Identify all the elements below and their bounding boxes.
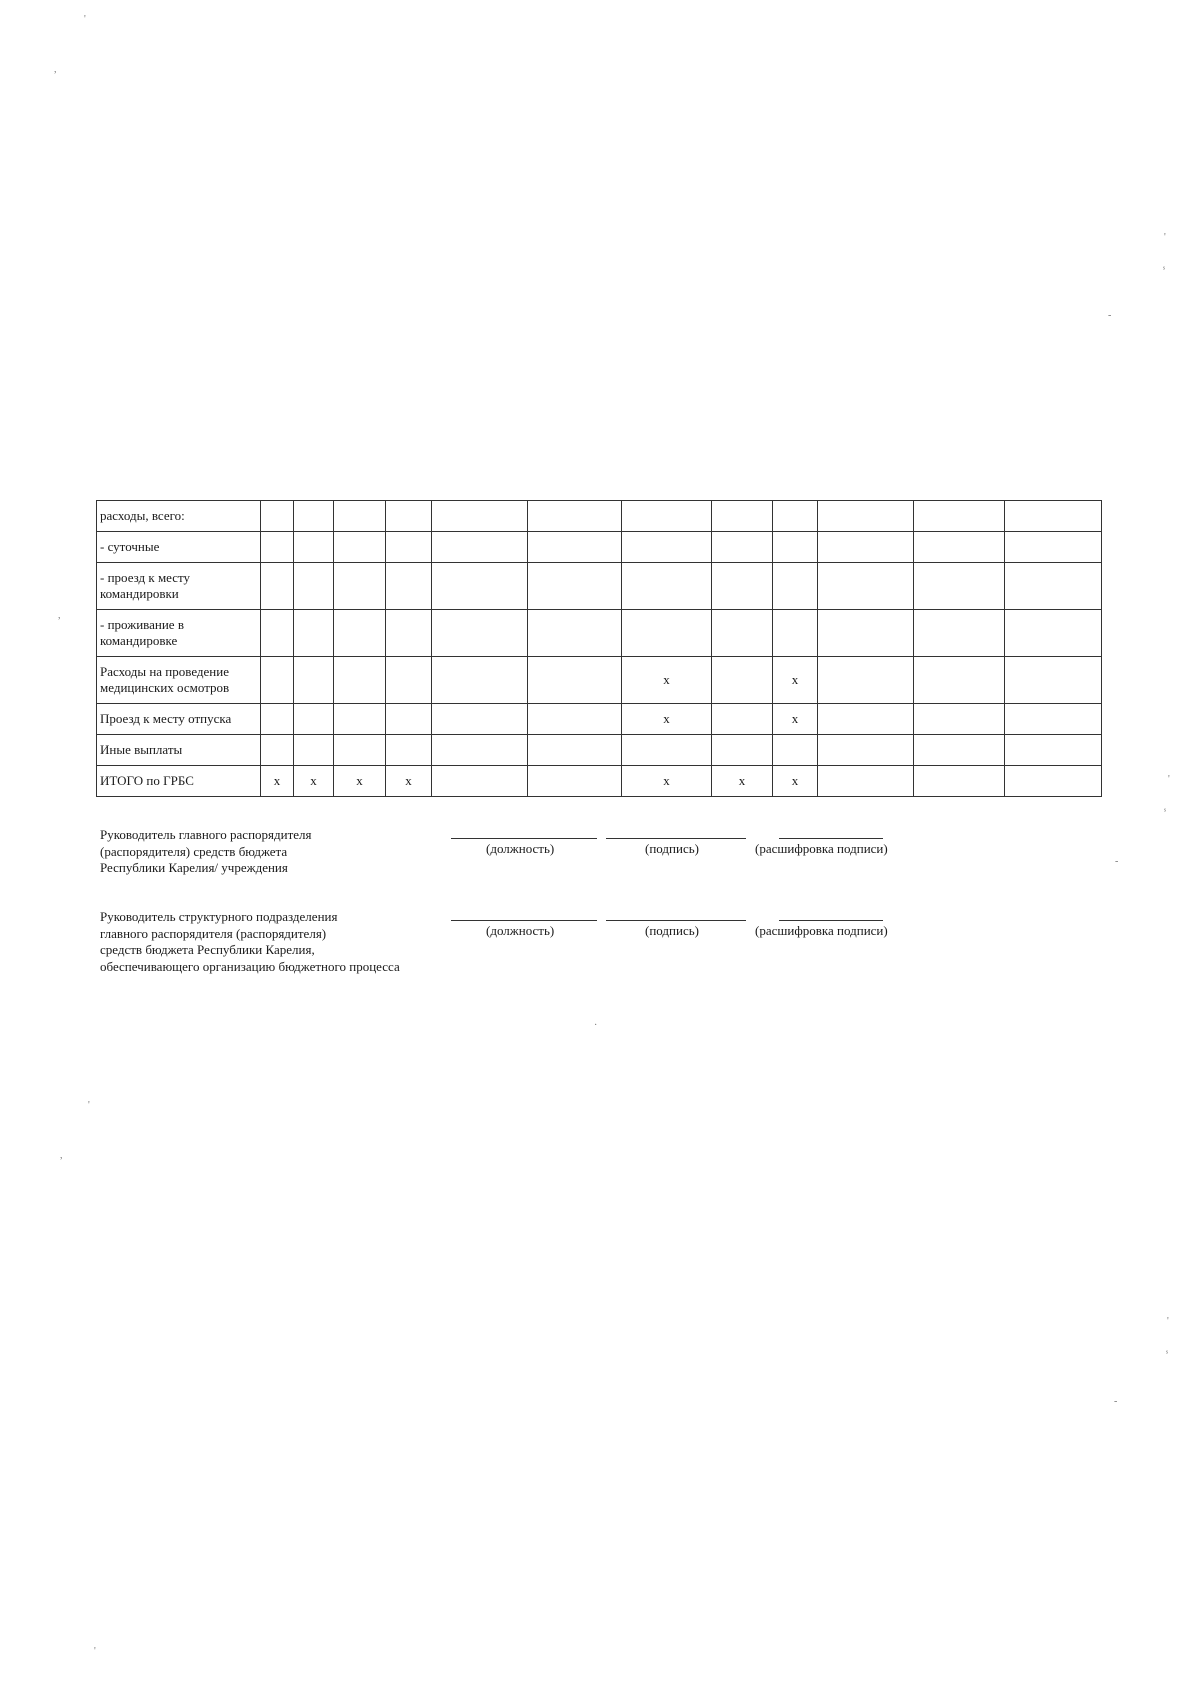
scan-speck: , <box>58 610 61 621</box>
table-cell <box>294 563 334 610</box>
scan-speck: - <box>1115 856 1119 867</box>
table-cell <box>261 735 294 766</box>
table-cell <box>712 532 773 563</box>
table-cell <box>622 563 712 610</box>
scan-speck: ' <box>1164 232 1166 243</box>
table-cell <box>712 610 773 657</box>
table-cell <box>294 501 334 532</box>
table-cell <box>294 610 334 657</box>
table-cell <box>1005 735 1102 766</box>
table-cell <box>528 735 622 766</box>
structural-position-caption: (должность) <box>486 923 555 938</box>
table-cell <box>818 501 914 532</box>
table-cell <box>386 657 432 704</box>
table-row <box>97 501 1102 532</box>
table-cell <box>528 610 622 657</box>
table-cell <box>622 610 712 657</box>
scan-speck: - <box>1114 1396 1118 1407</box>
table-cell: x <box>622 704 712 735</box>
table-cell <box>386 501 432 532</box>
table-cell <box>294 735 334 766</box>
structural-signature-line <box>606 920 746 921</box>
table-body <box>97 501 1102 797</box>
head-signature-label: Руководитель главного распорядителя (распорядителя) средств бюджета Республики Карелия/ учреждения <box>100 827 312 875</box>
table-cell <box>528 766 622 797</box>
row-label: расходы, всего: <box>97 501 261 532</box>
table-row <box>97 657 1102 704</box>
table-cell: x <box>773 766 818 797</box>
table-cell <box>261 501 294 532</box>
table-cell <box>334 610 386 657</box>
table-row <box>97 532 1102 563</box>
structural-decode-caption: (расшифровка подписи) <box>755 923 888 938</box>
table-cell <box>914 735 1005 766</box>
table-cell <box>1005 657 1102 704</box>
head-decode-caption: (расшифровка подписи) <box>755 841 888 856</box>
table-cell: x <box>712 766 773 797</box>
table-cell <box>712 501 773 532</box>
table-cell: x <box>773 657 818 704</box>
structural-signature-label: Руководитель структурного подразделения главного распорядителя (распорядителя) средств бюджета Республики Карелия, обеспечивающего организацию бюджетного процесса <box>100 909 400 974</box>
table-cell <box>294 704 334 735</box>
table-cell <box>818 610 914 657</box>
scan-speck: · <box>594 1020 598 1031</box>
table-cell <box>261 657 294 704</box>
table-cell <box>712 657 773 704</box>
table-cell <box>261 563 294 610</box>
table-cell <box>334 563 386 610</box>
table-cell <box>432 704 528 735</box>
head-decode-line <box>779 838 883 839</box>
structural-signature-caption: (подпись) <box>645 923 699 938</box>
table-cell <box>432 766 528 797</box>
table-cell <box>334 704 386 735</box>
row-label: - суточные <box>97 532 261 563</box>
table-cell: x <box>622 766 712 797</box>
scan-speck: ' <box>1168 774 1170 785</box>
table-cell <box>818 563 914 610</box>
table-cell <box>528 563 622 610</box>
structural-signature-text <box>100 909 400 975</box>
table-cell <box>773 501 818 532</box>
table-row <box>97 563 1102 610</box>
table-cell <box>914 532 1005 563</box>
table-cell <box>334 735 386 766</box>
table-cell <box>386 532 432 563</box>
table-cell <box>818 532 914 563</box>
table-cell <box>386 735 432 766</box>
scan-speck: , <box>60 1150 63 1161</box>
table-cell <box>712 704 773 735</box>
head-position-caption: (должность) <box>486 841 555 856</box>
scan-speck: ' <box>94 1646 96 1657</box>
table-cell <box>334 501 386 532</box>
table-cell <box>432 501 528 532</box>
structural-position-line <box>451 920 597 921</box>
table-row <box>97 610 1102 657</box>
table-cell <box>294 532 334 563</box>
table-cell <box>712 563 773 610</box>
table-cell <box>294 657 334 704</box>
table-cell <box>773 532 818 563</box>
table-cell <box>1005 532 1102 563</box>
table-cell <box>914 501 1005 532</box>
table-cell: x <box>334 766 386 797</box>
table-cell <box>914 766 1005 797</box>
head-signature-line <box>606 838 746 839</box>
row-label: - проезд к месту командировки <box>97 563 261 610</box>
table-cell: x <box>622 657 712 704</box>
table-cell: x <box>773 704 818 735</box>
head-signature-text <box>100 827 312 877</box>
table-cell: x <box>294 766 334 797</box>
table-cell <box>432 610 528 657</box>
table-cell <box>261 704 294 735</box>
scan-speck: ˢ <box>1166 1348 1169 1359</box>
row-label: Проезд к месту отпуска <box>97 704 261 735</box>
table-cell: x <box>386 766 432 797</box>
table-cell <box>818 766 914 797</box>
table-cell <box>914 657 1005 704</box>
row-label: - проживание в командировке <box>97 610 261 657</box>
table-cell <box>386 610 432 657</box>
table-cell <box>334 532 386 563</box>
head-signature-caption: (подпись) <box>645 841 699 856</box>
table-cell <box>622 501 712 532</box>
table-cell <box>914 610 1005 657</box>
row-label: Расходы на проведение медицинских осмотров <box>97 657 261 704</box>
table-cell <box>1005 610 1102 657</box>
scan-speck: ˢ <box>1164 806 1167 817</box>
table-cell <box>528 532 622 563</box>
table-cell <box>818 657 914 704</box>
table-cell <box>773 563 818 610</box>
table-cell: x <box>261 766 294 797</box>
table-cell <box>386 563 432 610</box>
table-cell <box>334 657 386 704</box>
table-cell <box>914 704 1005 735</box>
scan-speck: ' <box>84 14 86 25</box>
scan-speck: , <box>54 64 57 75</box>
table-cell <box>432 532 528 563</box>
scan-speck: ˢ <box>1163 264 1166 275</box>
row-label: ИТОГО по ГРБС <box>97 766 261 797</box>
table-cell <box>432 735 528 766</box>
table-cell <box>712 735 773 766</box>
expenses-table <box>96 500 1102 797</box>
table-cell <box>528 657 622 704</box>
table-cell <box>432 563 528 610</box>
table-cell <box>261 532 294 563</box>
head-position-line <box>451 838 597 839</box>
table-row <box>97 766 1102 797</box>
row-label: Иные выплаты <box>97 735 261 766</box>
table-cell <box>773 610 818 657</box>
table-cell <box>622 532 712 563</box>
table-cell <box>622 735 712 766</box>
table-cell <box>818 704 914 735</box>
table-cell <box>818 735 914 766</box>
table-cell <box>914 563 1005 610</box>
table-cell <box>386 704 432 735</box>
table-cell <box>528 704 622 735</box>
table-cell <box>773 735 818 766</box>
table-cell <box>1005 704 1102 735</box>
table-row <box>97 735 1102 766</box>
table-cell <box>432 657 528 704</box>
table-cell <box>1005 501 1102 532</box>
scan-speck: ' <box>88 1100 90 1111</box>
table-cell <box>528 501 622 532</box>
table-row <box>97 704 1102 735</box>
table-cell <box>1005 563 1102 610</box>
scan-speck: ' <box>1167 1316 1169 1327</box>
table-cell <box>261 610 294 657</box>
structural-decode-line <box>779 920 883 921</box>
table-cell <box>1005 766 1102 797</box>
scan-speck: - <box>1108 310 1112 321</box>
